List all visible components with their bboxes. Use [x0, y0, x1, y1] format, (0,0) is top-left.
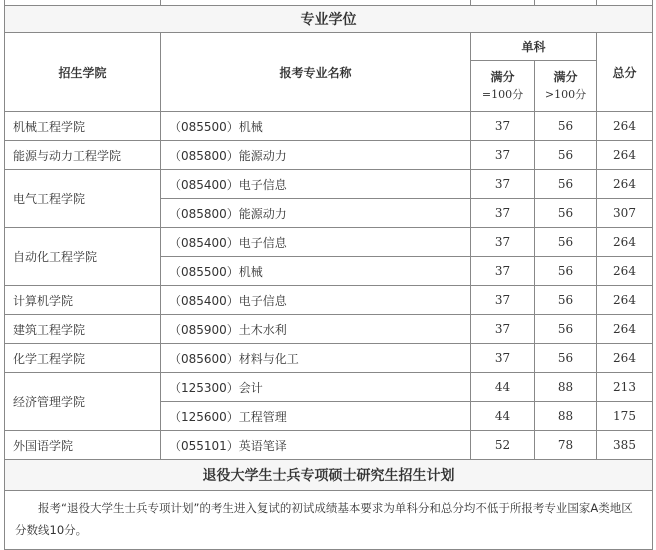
college-cell: 电气工程学院 [5, 170, 161, 228]
college-cell: 能源与动力工程学院 [5, 141, 161, 170]
score-over-cell: 56 [535, 141, 597, 170]
total-cell: 385 [597, 431, 653, 460]
header-full-over-sub: >100分 [544, 88, 587, 101]
major-cell: （085500）机械 [161, 257, 471, 286]
total-cell: 264 [597, 170, 653, 199]
table-row [5, 170, 653, 199]
college-cell: 化学工程学院 [5, 344, 161, 373]
score-100-cell: 37 [471, 199, 535, 228]
score-100-cell: 44 [471, 373, 535, 402]
college-cell: 自动化工程学院 [5, 228, 161, 286]
major-cell: （125600）工程管理 [161, 402, 471, 431]
table-row [5, 315, 653, 344]
college-cell: 机械工程学院 [5, 112, 161, 141]
section2-title: 退役大学生士兵专项硕士研究生招生计划 [5, 460, 653, 491]
total-cell: 264 [597, 257, 653, 286]
table-row [5, 286, 653, 315]
score-100-cell: 52 [471, 431, 535, 460]
score-over-cell: 56 [535, 199, 597, 228]
table-row [5, 228, 653, 257]
header-single: 单科 [471, 33, 597, 61]
college-cell: 外国语学院 [5, 431, 161, 460]
score-100-cell: 37 [471, 286, 535, 315]
total-cell: 175 [597, 402, 653, 431]
major-cell: （085600）材料与化工 [161, 344, 471, 373]
score-100-cell: 37 [471, 228, 535, 257]
major-cell: （085400）电子信息 [161, 228, 471, 257]
total-cell: 264 [597, 286, 653, 315]
score-over-cell: 88 [535, 373, 597, 402]
score-over-cell: 56 [535, 112, 597, 141]
total-cell: 264 [597, 315, 653, 344]
header-full-over [535, 61, 597, 112]
total-cell: 264 [597, 228, 653, 257]
score-100-cell: 37 [471, 257, 535, 286]
score-100-cell: 37 [471, 112, 535, 141]
note-text: 报考“退役大学生士兵专项计划”的考生进入复试的初试成绩基本要求为单科分和总分均不低于所报考专业国家A类地区分数线10分。 [5, 491, 653, 550]
major-cell: （085900）土木水利 [161, 315, 471, 344]
major-cell: （085800）能源动力 [161, 199, 471, 228]
total-cell: 264 [597, 141, 653, 170]
score-over-cell: 56 [535, 257, 597, 286]
score-over-cell: 56 [535, 286, 597, 315]
score-100-cell: 44 [471, 402, 535, 431]
header-full-100-label: 满分 [490, 70, 515, 84]
score-100-cell: 37 [471, 141, 535, 170]
college-cell: 计算机学院 [5, 286, 161, 315]
section2-title-row [5, 460, 653, 491]
section-title: 专业学位 [5, 6, 653, 33]
score-table [4, 0, 653, 550]
table-row [5, 431, 653, 460]
header-row-1 [5, 33, 653, 61]
header-full-100-sub: =100分 [481, 88, 524, 101]
header-major: 报考专业名称 [161, 33, 471, 112]
table-row [5, 112, 653, 141]
score-over-cell: 56 [535, 228, 597, 257]
major-cell: （085400）电子信息 [161, 286, 471, 315]
score-over-cell: 56 [535, 344, 597, 373]
score-table-container [4, 0, 652, 550]
total-cell: 213 [597, 373, 653, 402]
major-cell: （085800）能源动力 [161, 141, 471, 170]
total-cell: 307 [597, 199, 653, 228]
total-cell: 264 [597, 344, 653, 373]
score-over-cell: 88 [535, 402, 597, 431]
score-over-cell: 56 [535, 170, 597, 199]
note-row [5, 491, 653, 550]
major-cell: （085400）电子信息 [161, 170, 471, 199]
table-row [5, 373, 653, 402]
college-cell: 建筑工程学院 [5, 315, 161, 344]
section-title-row [5, 6, 653, 33]
score-100-cell: 37 [471, 315, 535, 344]
score-100-cell: 37 [471, 170, 535, 199]
header-full-100 [471, 61, 535, 112]
table-row [5, 344, 653, 373]
major-cell: （125300）会计 [161, 373, 471, 402]
college-cell: 经济管理学院 [5, 373, 161, 431]
header-full-over-label: 满分 [553, 70, 578, 84]
header-college: 招生学院 [5, 33, 161, 112]
total-cell: 264 [597, 112, 653, 141]
score-over-cell: 56 [535, 315, 597, 344]
header-total: 总分 [597, 33, 653, 112]
major-cell: （085500）机械 [161, 112, 471, 141]
score-over-cell: 78 [535, 431, 597, 460]
score-100-cell: 37 [471, 344, 535, 373]
major-cell: （055101）英语笔译 [161, 431, 471, 460]
table-row [5, 141, 653, 170]
